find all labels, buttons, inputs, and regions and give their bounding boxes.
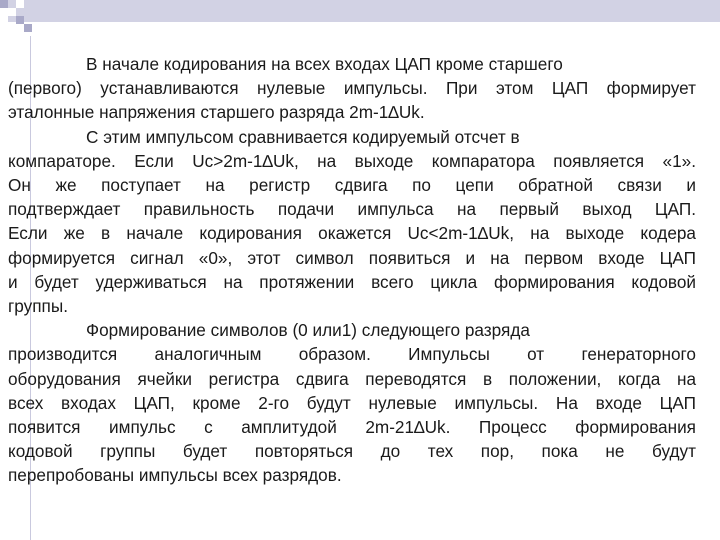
paragraph-3-line-5: появится импульс с амплитудой 2m-21∆Uk. Процесс формирования [8,417,696,438]
header-band-fill [8,0,720,22]
paragraph-3-line-6: кодовой группы будет повторяться до тех пор, пока не будут [8,441,696,462]
paragraph-3-line-7: перепробованы импульсы всех разрядов. [8,465,342,486]
paragraph-2-line-8: группы. [8,296,68,317]
paragraph-1-line-2: (первого) устанавливаются нулевые импульсы. При этом ЦАП формирует [8,78,696,99]
header-square-5 [16,16,24,24]
paragraph-2-line-2: компараторе. Если Uc>2m-1∆Uk, на выходе компаратора появляется «1». [8,150,696,171]
paragraph-1-line-3: эталонные напряжения старшего разряда 2m-1∆Uk. [8,102,425,123]
paragraph-2-line-3: Он же поступает на регистр сдвига по цепи обратной связи и [8,175,696,196]
paragraph-2-line-5: Если же в начале кодирования окажется Uc<2m-1∆Uk, на выходе кодера [8,223,696,244]
paragraph-3-line-3: оборудования ячейки регистра сдвига переводятся в положении, когда на [8,368,696,389]
paragraph-1-line-1: В начале кодирования на всех входах ЦАП кроме старшего [86,54,563,74]
paragraph-3-line-4: всех входах ЦАП, кроме 2-го будут нулевые импульсы. На входе ЦАП [8,392,696,413]
header-square-4 [0,16,8,24]
paragraph-2-line-4: подтверждает правильность подачи импульса на первый выход ЦАП. [8,199,696,220]
paragraph-2-line-6: формируется сигнал «0», этот символ появиться и на первом входе ЦАП [8,247,696,268]
header-square-6 [24,24,32,32]
header-band [0,0,720,40]
body-text [8,52,696,488]
header-square-2 [8,8,16,16]
header-square-3 [16,0,24,8]
paragraph-2-line-1: С этим импульсом сравнивается кодируемый отсчет в [86,126,520,147]
slide-header-decoration [0,0,720,40]
paragraph-3-line-1: Формирование символов (0 или1) следующего разряда [86,320,530,341]
paragraph-3-line-2: производится аналогичным образом. Импульсы от генераторного [8,344,696,365]
paragraph-2-line-7: и будет удерживаться на протяжении всего цикла формирования кодовой [8,271,696,292]
header-square-1 [0,0,8,8]
